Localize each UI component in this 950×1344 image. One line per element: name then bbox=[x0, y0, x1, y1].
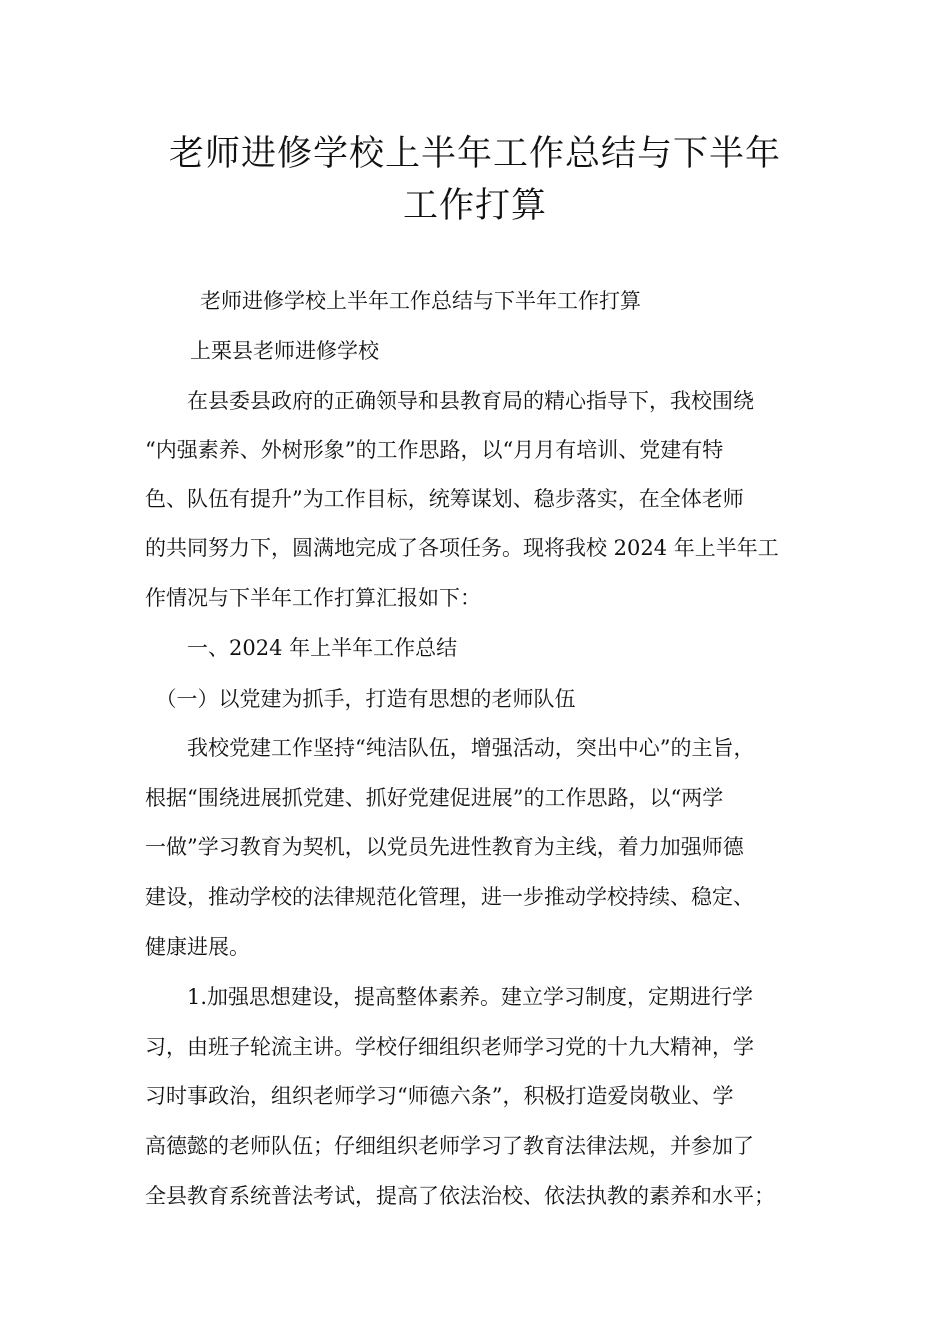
body-line: 健康进展。 bbox=[145, 935, 250, 959]
organization-name: 上栗县老师进修学校 bbox=[190, 339, 379, 363]
document-title bbox=[140, 128, 810, 232]
body-line: 我校党建工作坚持“纯洁队伍，增强活动，突出中心”的主旨， bbox=[145, 736, 755, 760]
body-line: 习，由班子轮流主讲。学校仔细组织老师学习党的十九大精神，学 bbox=[145, 1035, 754, 1059]
body-line: 的共同努力下，圆满地完成了各项任务。现将我校 2024 年上半年工 bbox=[145, 536, 779, 560]
body-line: 习时事政治，组织老师学习“师德六条”，积极打造爱岗敬业、学 bbox=[145, 1084, 734, 1108]
body-line: 一做”学习教育为契机，以党员先进性教育为主线，着力加强师德 bbox=[145, 835, 744, 859]
body-line: 作情况与下半年工作打算汇报如下： bbox=[145, 586, 481, 610]
body-line: 色、队伍有提升”为工作目标，统筹谋划、稳步落实，在全体老师 bbox=[145, 487, 744, 511]
title-line-1: 老师进修学校上半年工作总结与下半年 bbox=[168, 134, 781, 174]
section-heading: 一、2024 年上半年工作总结 bbox=[145, 636, 458, 660]
body-line: 1.加强思想建设，提高整体素养。建立学习制度，定期进行学 bbox=[145, 985, 754, 1009]
document-subtitle: 老师进修学校上半年工作总结与下半年工作打算 bbox=[200, 289, 641, 313]
subsection-heading: （一）以党建为抓手，打造有思想的老师队伍 bbox=[145, 687, 576, 711]
body-line: 全县教育系统普法考试，提高了依法治校、依法执教的素养和水平； bbox=[145, 1184, 775, 1208]
title-line-2: 工作打算 bbox=[402, 186, 547, 226]
body-line: 根据“围绕进展抓党建、抓好党建促进展”的工作思路，以“两学 bbox=[145, 786, 724, 810]
body-line: 建设，推动学校的法律规范化管理，进一步推动学校持续、稳定、 bbox=[145, 885, 754, 909]
body-line: 高德懿的老师队伍；仔细组织老师学习了教育法律法规，并参加了 bbox=[145, 1134, 754, 1158]
body-line: “内强素养、外树形象”的工作思路，以“月月有培训、党建有特 bbox=[145, 438, 724, 462]
body-line: 在县委县政府的正确领导和县教育局的精心指导下，我校围绕 bbox=[145, 389, 754, 413]
